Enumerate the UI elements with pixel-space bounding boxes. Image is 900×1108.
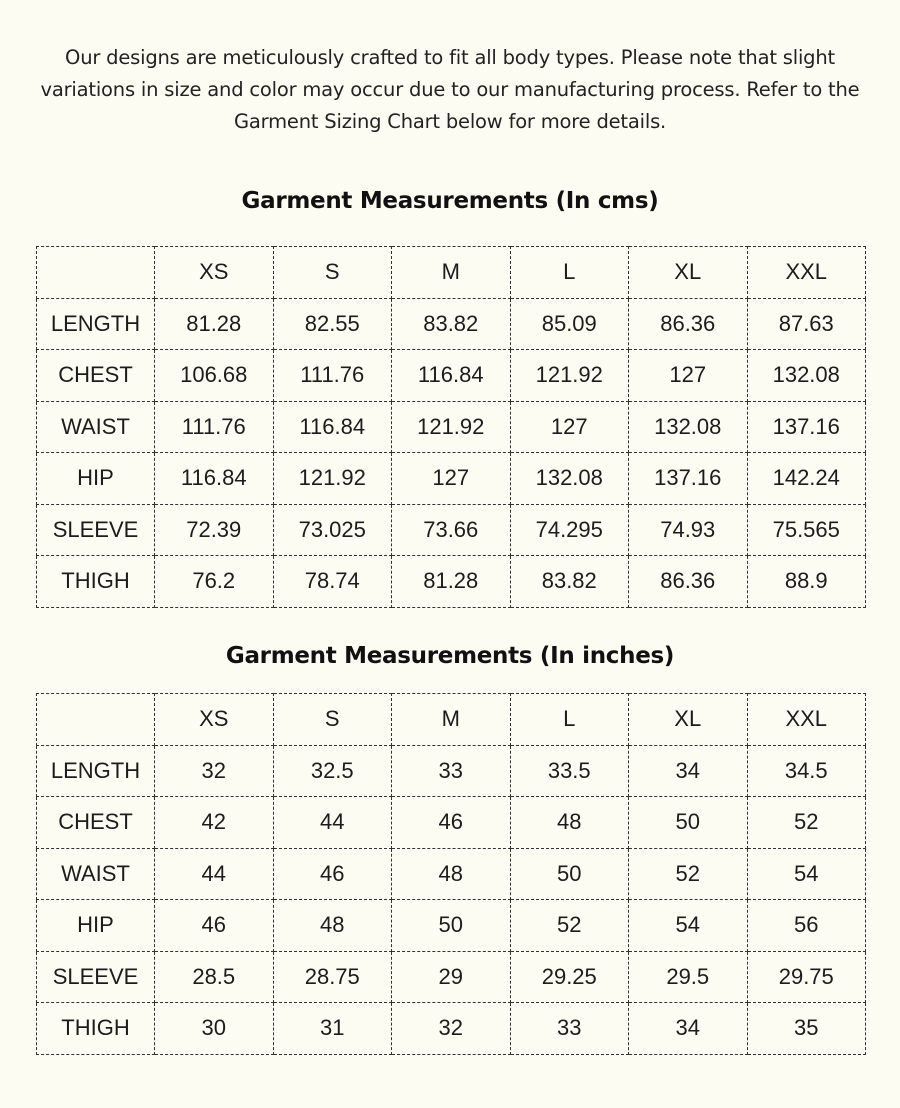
table-cell: 46 <box>273 848 392 900</box>
header-cell-m: M <box>392 247 511 299</box>
table-row <box>37 1003 866 1055</box>
table-cell: 132.08 <box>629 401 748 453</box>
header-cell-empty <box>37 247 155 299</box>
table-cell: 50 <box>629 797 748 849</box>
table-cell: 56 <box>747 900 866 952</box>
table-cell: 83.82 <box>510 556 629 608</box>
table-cell: 75.565 <box>747 504 866 556</box>
table-cell: 31 <box>273 1003 392 1055</box>
header-cell-xxl: XXL <box>747 247 866 299</box>
table-cell: 116.84 <box>273 401 392 453</box>
table-cell: 137.16 <box>629 453 748 505</box>
table-cell: 33.5 <box>510 745 629 797</box>
table-cell: 116.84 <box>392 350 511 402</box>
row-label-chest: CHEST <box>37 797 155 849</box>
table-cell: 50 <box>510 848 629 900</box>
table-cell: 34 <box>629 745 748 797</box>
table-cell: 46 <box>392 797 511 849</box>
table-row <box>37 298 866 350</box>
intro-paragraph: Our designs are meticulously crafted to fit all body types. Please note that slight variations in size and color may occur due to our manufacturing process. Refer to the Garment Sizing Chart below for more details. <box>40 46 860 133</box>
table-cell: 87.63 <box>747 298 866 350</box>
header-cell-xl: XL <box>629 694 748 746</box>
table-cell: 33 <box>510 1003 629 1055</box>
table-cell: 44 <box>273 797 392 849</box>
header-cell-l: L <box>510 694 629 746</box>
table-cell: 52 <box>747 797 866 849</box>
table-cell: 88.9 <box>747 556 866 608</box>
table-cell: 86.36 <box>629 556 748 608</box>
table-row <box>37 745 866 797</box>
table-cell: 74.295 <box>510 504 629 556</box>
inches-table-title: Garment Measurements (In inches) <box>225 643 675 669</box>
header-cell-xl: XL <box>629 247 748 299</box>
table-row <box>37 556 866 608</box>
row-label-thigh: THIGH <box>37 556 155 608</box>
table-cell: 34.5 <box>747 745 866 797</box>
table-cell: 42 <box>155 797 274 849</box>
table-cell: 52 <box>629 848 748 900</box>
row-label-hip: HIP <box>37 453 155 505</box>
table-cell: 44 <box>155 848 274 900</box>
table-cell: 83.82 <box>392 298 511 350</box>
table-cell: 48 <box>510 797 629 849</box>
table-cell: 29.25 <box>510 951 629 1003</box>
table-cell: 111.76 <box>155 401 274 453</box>
table-row <box>37 797 866 849</box>
table-cell: 30 <box>155 1003 274 1055</box>
table-cell: 85.09 <box>510 298 629 350</box>
row-label-waist: WAIST <box>37 848 155 900</box>
table-header-row <box>37 247 866 299</box>
table-cell: 29.5 <box>629 951 748 1003</box>
table-cell: 32 <box>392 1003 511 1055</box>
table-cell: 46 <box>155 900 274 952</box>
table-cell: 48 <box>392 848 511 900</box>
table-cell: 28.5 <box>155 951 274 1003</box>
table-cell: 132.08 <box>510 453 629 505</box>
table-cell: 33 <box>392 745 511 797</box>
table-row <box>37 401 866 453</box>
header-cell-xs: XS <box>155 247 274 299</box>
table-cell: 50 <box>392 900 511 952</box>
row-label-length: LENGTH <box>37 745 155 797</box>
row-label-sleeve: SLEEVE <box>37 951 155 1003</box>
table-cell: 28.75 <box>273 951 392 1003</box>
table-cell: 54 <box>747 848 866 900</box>
table-cell: 142.24 <box>747 453 866 505</box>
row-label-chest: CHEST <box>37 350 155 402</box>
table-cell: 111.76 <box>273 350 392 402</box>
row-label-length: LENGTH <box>37 298 155 350</box>
table-cell: 29.75 <box>747 951 866 1003</box>
table-cell: 86.36 <box>629 298 748 350</box>
table-cell: 121.92 <box>510 350 629 402</box>
table-cell: 121.92 <box>273 453 392 505</box>
table-row <box>37 900 866 952</box>
header-cell-m: M <box>392 694 511 746</box>
row-label-sleeve: SLEEVE <box>37 504 155 556</box>
table-row <box>37 350 866 402</box>
table-cell: 54 <box>629 900 748 952</box>
table-cell: 32.5 <box>273 745 392 797</box>
table-cell: 74.93 <box>629 504 748 556</box>
table-row <box>37 951 866 1003</box>
table-cell: 72.39 <box>155 504 274 556</box>
table-cell: 106.68 <box>155 350 274 402</box>
table-cell: 121.92 <box>392 401 511 453</box>
table-cell: 29 <box>392 951 511 1003</box>
table-row <box>37 504 866 556</box>
table-cell: 81.28 <box>392 556 511 608</box>
table-cell: 34 <box>629 1003 748 1055</box>
table-cell: 127 <box>392 453 511 505</box>
table-header-row <box>37 694 866 746</box>
cm-table-title: Garment Measurements (In cms) <box>241 188 659 214</box>
table-cell: 73.66 <box>392 504 511 556</box>
header-cell-xs: XS <box>155 694 274 746</box>
table-cell: 35 <box>747 1003 866 1055</box>
table-cell: 52 <box>510 900 629 952</box>
table-cell: 48 <box>273 900 392 952</box>
inches-size-table <box>36 693 866 1055</box>
table-cell: 137.16 <box>747 401 866 453</box>
table-row <box>37 453 866 505</box>
table-cell: 82.55 <box>273 298 392 350</box>
cm-size-table <box>36 246 866 608</box>
table-cell: 127 <box>629 350 748 402</box>
row-label-hip: HIP <box>37 900 155 952</box>
table-cell: 78.74 <box>273 556 392 608</box>
table-row <box>37 848 866 900</box>
table-cell: 81.28 <box>155 298 274 350</box>
table-cell: 132.08 <box>747 350 866 402</box>
header-cell-l: L <box>510 247 629 299</box>
row-label-waist: WAIST <box>37 401 155 453</box>
header-cell-s: S <box>273 247 392 299</box>
table-cell: 127 <box>510 401 629 453</box>
header-cell-empty <box>37 694 155 746</box>
row-label-thigh: THIGH <box>37 1003 155 1055</box>
table-cell: 32 <box>155 745 274 797</box>
table-cell: 76.2 <box>155 556 274 608</box>
header-cell-s: S <box>273 694 392 746</box>
header-cell-xxl: XXL <box>747 694 866 746</box>
table-cell: 73.025 <box>273 504 392 556</box>
table-cell: 116.84 <box>155 453 274 505</box>
